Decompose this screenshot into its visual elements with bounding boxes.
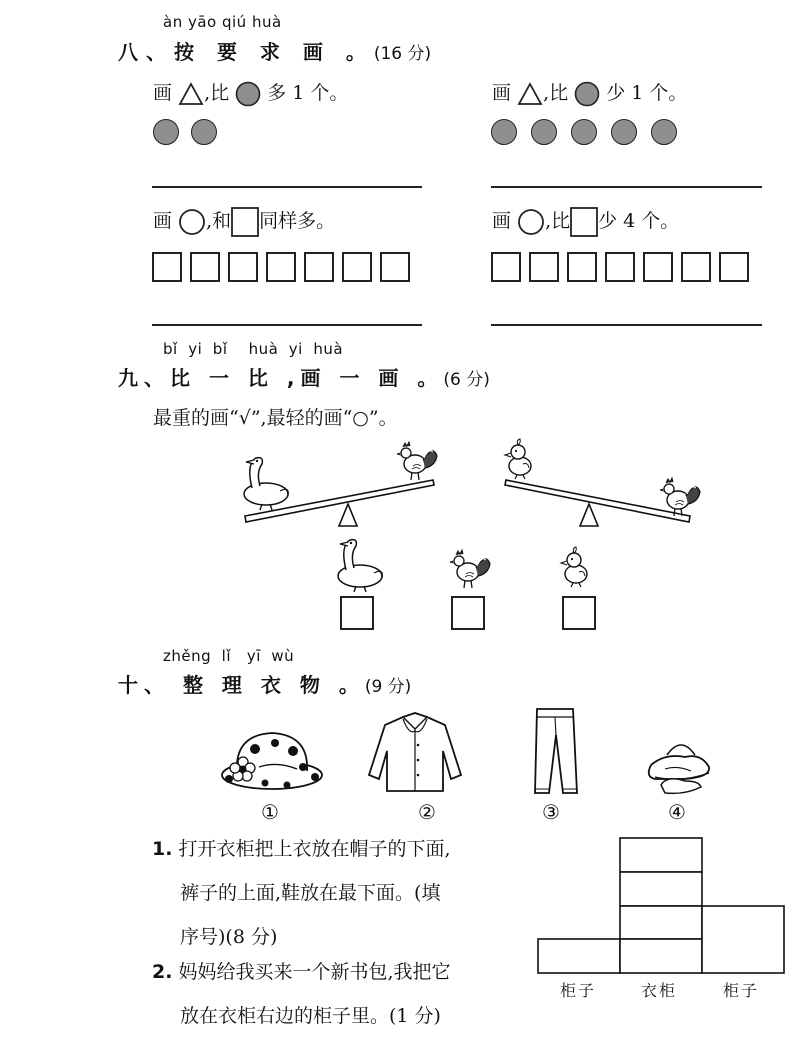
square-outline-icon — [570, 207, 598, 237]
seesaw-fulcrum-right — [580, 504, 598, 526]
section8-score: (16 分) — [373, 44, 432, 64]
left-cabinet-slot[interactable] — [538, 939, 620, 973]
square — [380, 252, 410, 282]
problem2-prompt — [492, 78, 687, 107]
item-label-4: ④ — [668, 800, 686, 824]
problem3-text-b: ,和 — [206, 210, 232, 232]
square — [643, 252, 673, 282]
question-1-number: 1. — [152, 838, 173, 860]
square — [681, 252, 711, 282]
wardrobe-slot-3[interactable] — [620, 906, 702, 939]
shirt-icon — [369, 713, 461, 791]
goose-icon — [338, 540, 382, 592]
section10-pinyin: zhěng lǐ yī wù — [163, 647, 295, 665]
goose-icon — [244, 458, 288, 510]
triangle-icon — [178, 82, 204, 106]
seesaw-plank-right — [505, 480, 690, 522]
square — [342, 252, 372, 282]
question-2 — [152, 950, 532, 1038]
answer-line[interactable] — [491, 186, 762, 188]
answer-box-duck[interactable] — [562, 596, 596, 630]
problem1-prompt — [153, 78, 348, 107]
question-1-line3: 序号)(8 分) — [180, 926, 278, 948]
square — [304, 252, 334, 282]
square — [605, 252, 635, 282]
grey-circle-icon — [235, 81, 261, 107]
section9-pinyin: bǐ yi bǐ huà yi huà — [163, 340, 344, 358]
problem3-text-a: 画 — [153, 210, 173, 232]
item-label-3: ③ — [542, 800, 560, 824]
problem1-text-b: ,比 — [204, 82, 230, 104]
rooster-icon — [660, 478, 700, 516]
shoes-icon — [649, 745, 709, 793]
problem1-text-a: 画 — [153, 82, 173, 104]
grey-circle-icon — [574, 81, 600, 107]
item-label-2: ② — [418, 800, 436, 824]
grey-circle — [491, 119, 517, 145]
cabinet-label-right: 柜子 — [723, 981, 760, 1000]
problem2-text-b: ,比 — [543, 82, 569, 104]
triangle-icon — [517, 82, 543, 106]
question-2-line1: 妈妈给我买来一个新书包,我把它 — [178, 961, 451, 983]
section8-title-text: 八、按 要 求 画 。 — [118, 40, 374, 64]
grey-circle — [571, 119, 597, 145]
rooster-icon — [450, 550, 490, 588]
question-1 — [152, 827, 532, 959]
question-1-line1: 打开衣柜把上衣放在帽子的下面, — [178, 838, 451, 860]
wardrobe-slot-2[interactable] — [620, 872, 702, 906]
square-outline-icon — [231, 207, 259, 237]
section8-title — [118, 36, 431, 65]
problem4-text-a: 画 — [492, 210, 512, 232]
wardrobe-slot-1[interactable] — [620, 838, 702, 872]
hat-icon — [222, 733, 322, 789]
section9-title — [118, 362, 490, 391]
section10-title — [118, 669, 411, 698]
section9-instruction: 最重的画“√”,最轻的画“○”。 — [153, 407, 398, 429]
grey-circle — [191, 119, 217, 145]
problem4-text-b: ,比 — [545, 210, 571, 232]
problem1-text-c: 多 1 个。 — [267, 82, 349, 104]
cabinet-diagram — [536, 836, 786, 976]
duck-icon — [505, 439, 531, 479]
problem2-text-a: 画 — [492, 82, 512, 104]
square — [152, 252, 182, 282]
problem4-prompt — [492, 206, 679, 237]
question-1-line2: 裤子的上面,鞋放在最下面。(填 — [180, 882, 441, 904]
answer-line[interactable] — [152, 324, 422, 326]
duck-icon — [561, 547, 587, 587]
square — [228, 252, 258, 282]
right-cabinet-slot[interactable] — [702, 906, 784, 973]
cabinet-label-middle: 衣柜 — [641, 981, 678, 1000]
grey-circle — [611, 119, 637, 145]
problem2-text-c: 少 1 个。 — [606, 82, 688, 104]
pants-icon — [535, 709, 577, 793]
answer-box-rooster[interactable] — [451, 596, 485, 630]
square — [719, 252, 749, 282]
clothing-illustration — [215, 705, 735, 805]
circle-outline-icon — [517, 208, 545, 236]
item-label-1: ① — [261, 800, 279, 824]
wardrobe-slot-4[interactable] — [620, 939, 702, 973]
square — [266, 252, 296, 282]
grey-circle — [153, 119, 179, 145]
square — [190, 252, 220, 282]
problem3-text-c: 同样多。 — [259, 210, 336, 232]
cabinet-label-left: 柜子 — [560, 981, 597, 1000]
square — [567, 252, 597, 282]
grey-circle — [651, 119, 677, 145]
square — [529, 252, 559, 282]
section10-title-text: 十、 整 理 衣 物 。 — [118, 673, 365, 697]
section9-score: (6 分) — [443, 370, 490, 390]
answer-line[interactable] — [491, 324, 762, 326]
grey-circle — [531, 119, 557, 145]
section9-title-text: 九、比 一 比 ,画 一 画 。 — [118, 366, 444, 390]
problem3-prompt — [153, 206, 335, 237]
question-2-number: 2. — [152, 961, 173, 983]
rooster-icon — [397, 442, 437, 480]
square — [491, 252, 521, 282]
section8-pinyin: àn yāo qiú huà — [163, 13, 282, 31]
answer-box-goose[interactable] — [340, 596, 374, 630]
answer-line[interactable] — [152, 186, 422, 188]
question-2-line2: 放在衣柜右边的柜子里。(1 分) — [180, 1005, 441, 1027]
circle-outline-icon — [178, 208, 206, 236]
section10-score: (9 分) — [364, 677, 412, 697]
problem4-text-c: 少 4 个。 — [598, 210, 680, 232]
seesaw-fulcrum-left — [339, 504, 357, 526]
